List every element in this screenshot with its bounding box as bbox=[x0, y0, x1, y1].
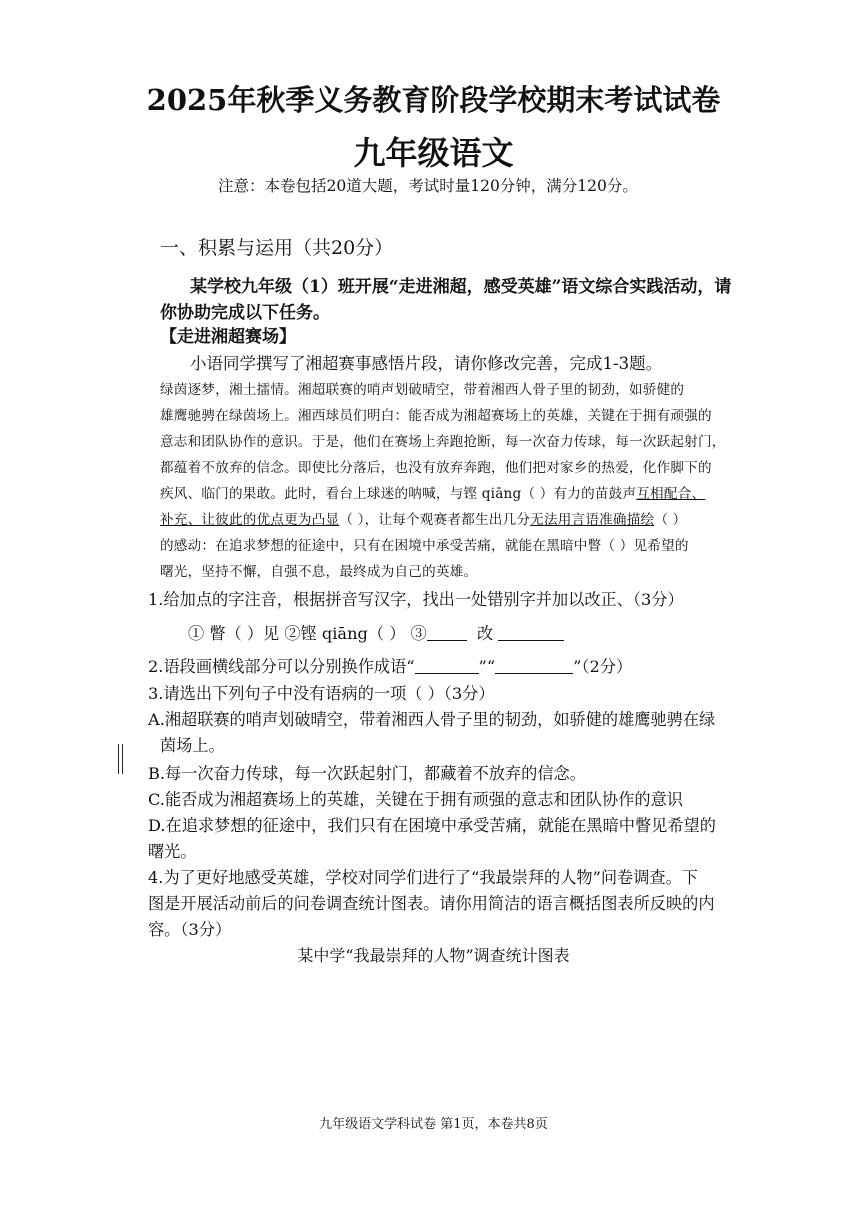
option-a: A.湘超联赛的哨声划破晴空，带着湘西人骨子里的韧劲，如骄健的雄鹰驰骋在绿 bbox=[148, 710, 716, 729]
option-d-cont: 曙光。 bbox=[148, 842, 197, 861]
page-footer: 九年级语文学科试卷 第1页，本卷共8页 bbox=[319, 1117, 548, 1132]
question-4: 容。（3分） bbox=[148, 920, 232, 939]
option-a-cont: 茵场上。 bbox=[160, 736, 225, 755]
passage-line: 都蕴着不放弃的信念。即使比分落后，也没有放弃奔跑，他们把对家乡的热爱，化作脚下的 bbox=[160, 460, 712, 476]
answer-blank[interactable] bbox=[415, 659, 479, 674]
passage-text: （ ） bbox=[654, 512, 687, 528]
task-heading: 【走进湘超赛场】 bbox=[160, 327, 296, 347]
fix-label: 改 bbox=[477, 624, 494, 643]
passage-text: 疾风、临门的果敢。此时，看台上球迷的呐喊，与铿 qiāng（ ）有力的苗鼓声 bbox=[160, 486, 637, 502]
question-4: 4.为了更好地感受英雄，学校对同学们进行了“我最崇拜的人物”问卷调查。下 bbox=[148, 868, 698, 887]
passage-line: 绿茵逐梦，湘土擂情。湘超联赛的哨声划破晴空，带着湘西人骨子里的韧劲，如骄健的 bbox=[160, 382, 685, 398]
question-3: 3.请选出下列句子中没有语病的一项（ ）（3分） bbox=[148, 684, 495, 703]
underlined-phrase: 无法用言语准确描绘 bbox=[530, 512, 655, 528]
option-c: C.能否成为湘超赛场上的英雄，关键在于拥有顽强的意志和团队协作的意识 bbox=[148, 790, 683, 809]
exam-notice: 注意：本卷包括20道大题，考试时量120分钟，满分120分。 bbox=[218, 177, 638, 195]
passage-text: （ ），让每个观赛者都生出几分 bbox=[339, 512, 531, 528]
question-4: 图是开展活动前后的问卷调查统计图表。请你用简洁的语言概括图表所反映的内 bbox=[148, 894, 715, 913]
question-1-blanks: ① 瞥（ ）见 ②铿 qiāng（ ） ③ bbox=[188, 624, 427, 643]
answer-blank[interactable] bbox=[427, 626, 467, 641]
passage-line bbox=[160, 482, 705, 502]
question-2 bbox=[148, 653, 632, 677]
margin-mark bbox=[118, 744, 123, 774]
question-2-text: 2.语段画横线部分可以分别换作成语“ bbox=[148, 657, 415, 676]
section-heading: 一、积累与运用（共20分） bbox=[160, 237, 394, 259]
intro-line: 某学校九年级（1）班开展“走进湘超，感受英雄”语文综合实践活动，请 bbox=[190, 277, 732, 297]
passage-line bbox=[160, 508, 686, 528]
answer-blank[interactable] bbox=[495, 659, 573, 674]
chart-caption: 某中学“我最崇拜的人物”调查统计图表 bbox=[297, 946, 570, 965]
question-1: 1.给加点的字注音，根据拼音写汉字，找出一处错别字并加以改正、（3分） bbox=[148, 590, 684, 609]
underlined-phrase: 互相配合、 bbox=[636, 486, 706, 502]
passage-line: 雄鹰驰骋在绿茵场上。湘西球员们明白：能否成为湘超赛场上的英雄，关键在于拥有顽强的 bbox=[160, 408, 712, 424]
passage-line: 曙光，坚持不懈，自强不息，最终成为自己的英雄。 bbox=[160, 564, 478, 580]
passage-line: 的感动：在追求梦想的征途中，只有在困境中承受苦痛，就能在黑暗中瞥（ ）见希望的 bbox=[160, 538, 689, 554]
answer-blank[interactable] bbox=[498, 626, 564, 641]
passage-line: 意志和团队协作的意识。于是，他们在赛场上奔跑抢断，每一次奋力传球，每一次跃起射门， bbox=[160, 434, 726, 450]
question-2-text: ”（2分） bbox=[573, 657, 633, 676]
exam-title: 2025年秋季义务教育阶段学校期末考试试卷 bbox=[146, 83, 721, 117]
question-2-text: ”“ bbox=[478, 657, 496, 676]
task-lead: 小语同学撰写了湘超赛事感悟片段，请你修改完善，完成1-3题。 bbox=[190, 354, 663, 373]
option-d: D.在追求梦想的征途中，我们只有在困境中承受苦痛，就能在黑暗中瞥见希望的 bbox=[148, 816, 716, 835]
intro-line: 你协助完成以下任务。 bbox=[160, 303, 330, 323]
underlined-phrase: 补充、让彼此的优点更为凸显 bbox=[160, 512, 340, 528]
question-1-items bbox=[188, 620, 564, 644]
exam-subject: 九年级语文 bbox=[353, 134, 514, 172]
option-b: B.每一次奋力传球，每一次跃起射门，都藏着不放弃的信念。 bbox=[148, 764, 586, 783]
